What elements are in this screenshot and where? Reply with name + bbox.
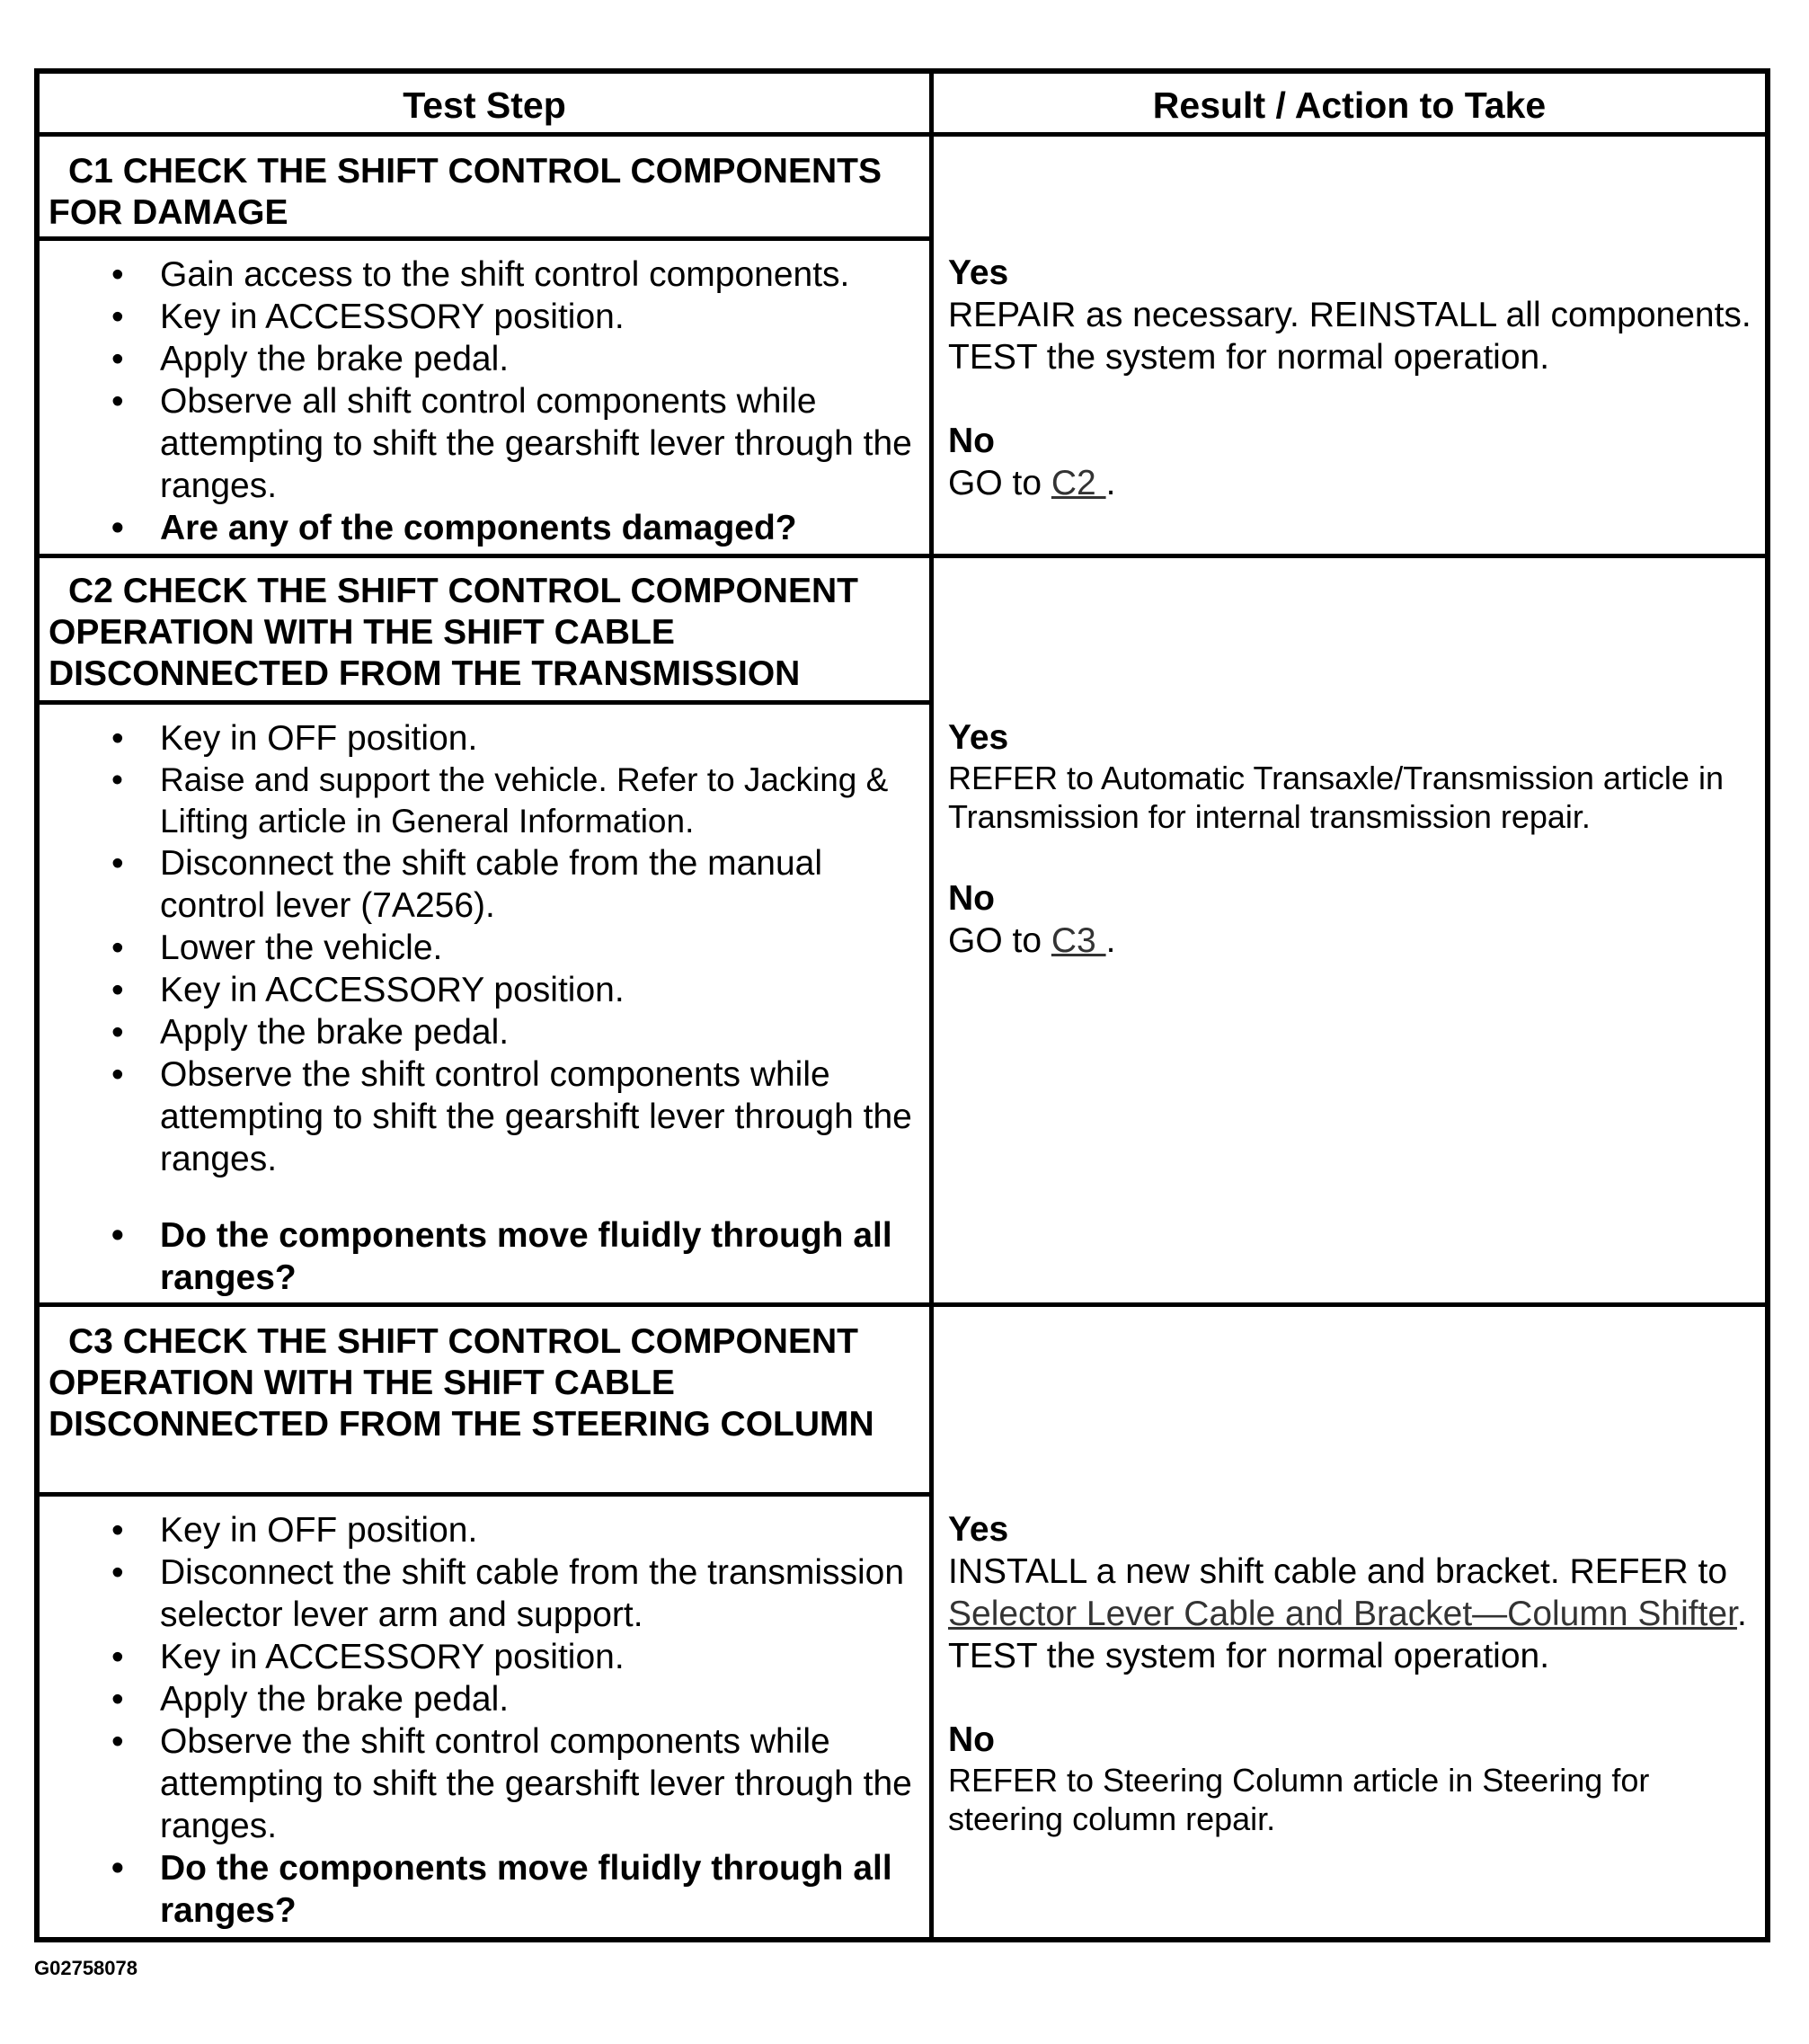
- list-item: • Are any of the components damaged?: [49, 507, 929, 549]
- c2-go-to-link[interactable]: C3: [1051, 921, 1106, 960]
- c2-no-suffix: .: [1105, 921, 1116, 960]
- c1-title: C1 CHECK THE SHIFT CONTROL COMPONENTS FOR DAMAGE: [49, 152, 882, 232]
- column-divider: [929, 68, 934, 1942]
- c1-steps: [49, 253, 929, 549]
- c2-result: [948, 716, 1761, 962]
- c1-result: [948, 252, 1761, 504]
- c2-no-prefix: GO to: [948, 921, 1051, 960]
- c3-yes-text: [948, 1551, 1761, 1677]
- list-item: • Key in ACCESSORY position.: [49, 1636, 929, 1678]
- c3-yes-label: Yes: [948, 1510, 1009, 1549]
- list-item: • Key in OFF position.: [49, 717, 929, 760]
- list-item: • Do the components move fluidly through all ranges?: [49, 1214, 929, 1299]
- c3-steps: [49, 1509, 929, 1932]
- c1-yes-text: REPAIR as necessary. REINSTALL all components. TEST the system for normal operation.: [948, 296, 1751, 377]
- c3-selector-lever-link[interactable]: Selector Lever Cable and Bracket—Column Shifter: [948, 1595, 1737, 1633]
- list-item: • Observe the shift control components while attempting to shift the gearshift lever through the ranges.: [49, 1053, 929, 1180]
- list-item: • Disconnect the shift cable from the manual control lever (7A256).: [49, 842, 929, 927]
- c3-yes-suffix: . TEST the system for normal operation.: [948, 1595, 1747, 1675]
- c3-no-text: REFER to Steering Column article in Steering for steering column repair.: [948, 1762, 1650, 1837]
- c3-yes-prefix: INSTALL a new shift cable and bracket. REFER to: [948, 1552, 1728, 1591]
- list-item: • Key in ACCESSORY position.: [49, 296, 929, 338]
- c1-row-divider: [34, 554, 1770, 558]
- list-item: • Key in ACCESSORY position.: [49, 969, 929, 1011]
- c2-no-text: [948, 920, 1761, 962]
- list-item: • Observe all shift control components while attempting to shift the gearshift lever through the ranges.: [49, 380, 929, 507]
- list-item: • Raise and support the vehicle. Refer to Jacking & Lifting article in General Information.: [49, 760, 929, 842]
- c1-yes-label: Yes: [948, 253, 1009, 292]
- c1-no-text: [948, 462, 1761, 504]
- c1-no-suffix: .: [1105, 464, 1116, 502]
- c2-title-divider: [34, 700, 933, 705]
- list-item: • Do the components move fluidly through all ranges?: [49, 1847, 929, 1932]
- figure-code: G02758078: [34, 1957, 137, 1979]
- header-test-step: Test Step: [403, 84, 566, 126]
- list-item: • Lower the vehicle.: [49, 927, 929, 969]
- c1-no-label: No: [948, 422, 995, 460]
- c3-title: C3 CHECK THE SHIFT CONTROL COMPONENT OPERATION WITH THE SHIFT CABLE DISCONNECTED FROM THE STEERING COLUMN: [49, 1322, 874, 1444]
- c1-go-to-link[interactable]: C2: [1051, 464, 1106, 502]
- list-item: • Apply the brake pedal.: [49, 1011, 929, 1053]
- list-item: • Apply the brake pedal.: [49, 1678, 929, 1720]
- c3-no-label: No: [948, 1720, 995, 1759]
- c2-yes-text: REFER to Automatic Transaxle/Transmission article in Transmission for internal transmission repair.: [948, 760, 1724, 835]
- c1-title-divider: [34, 236, 933, 241]
- c3-result: [948, 1508, 1761, 1838]
- c2-row-divider: [34, 1302, 1770, 1307]
- c2-title: C2 CHECK THE SHIFT CONTROL COMPONENT OPERATION WITH THE SHIFT CABLE DISCONNECTED FROM THE TRANSMISSION: [49, 572, 858, 693]
- header-result-action: Result / Action to Take: [1152, 84, 1547, 126]
- c1-no-prefix: GO to: [948, 464, 1051, 502]
- list-item: • Observe the shift control components while attempting to shift the gearshift lever through the ranges.: [49, 1720, 929, 1847]
- list-item: • Key in OFF position.: [49, 1509, 929, 1551]
- list-item: • Apply the brake pedal.: [49, 338, 929, 380]
- c3-title-divider: [34, 1492, 933, 1497]
- list-item: • Gain access to the shift control components.: [49, 253, 929, 296]
- c2-no-label: No: [948, 879, 995, 918]
- c2-steps: [49, 717, 929, 1299]
- list-item: • Disconnect the shift cable from the transmission selector lever arm and support.: [49, 1551, 929, 1636]
- c2-yes-label: Yes: [948, 718, 1009, 757]
